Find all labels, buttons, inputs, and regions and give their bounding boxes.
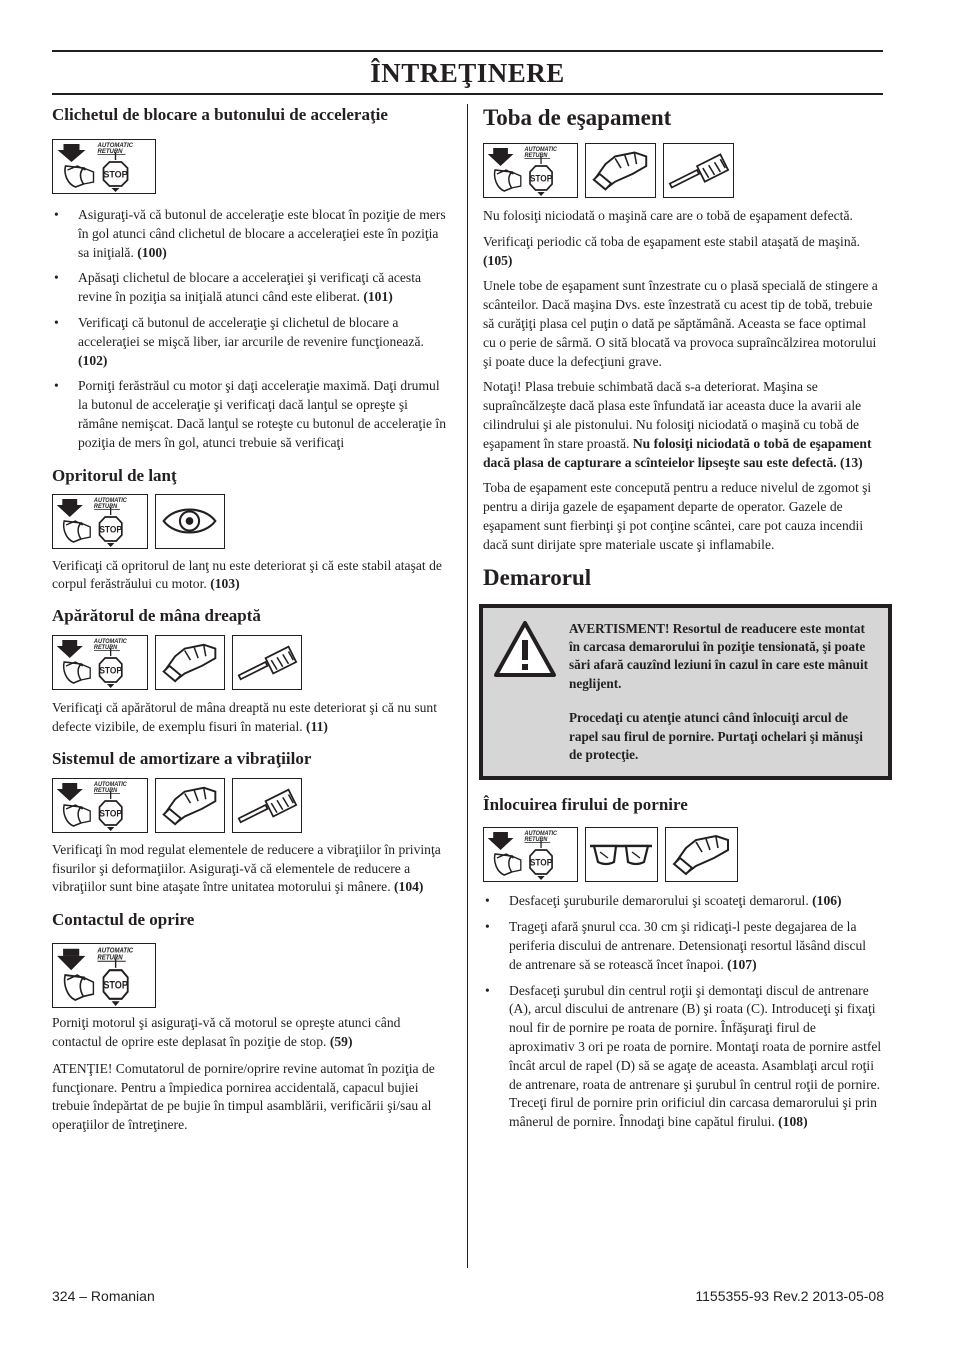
automatic-return-stop-icon xyxy=(52,494,148,549)
section-title-starter: Demarorul xyxy=(483,564,592,590)
list-item: • Desfaceţi şurubul din centrul roţii şi demontaţi discul de antrenare (A), arcul discului de antrenare (B) şi roata (C). Introduceţi şi fixaţi noul fir de pornire pe roata de pornire. Înfăşuraţi firul de aproximativ 3 ori pe roata de pornire. Montaţi roata de pornire astfel încât arcul de rapel (D) să se agaţe de aceasta. Asamblaţi arcul roţii de antrenare, roata de antrenare şi şurubul în centrul roţii de pornire. Treceţi firul de pornire prin orificiul din carcasa demarorului şi prin mânerul de pornire. Înnodaţi bine capătul firului. (108) xyxy=(483,982,882,1132)
automatic-return-stop-icon xyxy=(52,139,156,194)
glove-icon xyxy=(585,143,656,198)
list-item: • Desfaceţi şuruburile demarorului şi scoateţi demarorul. (106) xyxy=(483,892,882,911)
automatic-return-stop-icon xyxy=(52,778,148,833)
page-title: ÎNTREŢINERE xyxy=(370,58,565,88)
icon-row xyxy=(52,139,448,194)
icon-row xyxy=(52,494,448,549)
section-title-muffler: Toba de eşapament xyxy=(483,105,672,130)
section-title-anti-vibration: Sistemul de amortizare a vibraţiilor xyxy=(52,748,312,768)
glove-icon xyxy=(155,635,225,690)
muffler-text-5: Toba de eşapament este concepută pentru a reduce nivelul de zgomot şi pentru a dirija gazele de eşapament departe de operator. Gazele de eşapament sunt fierbinţi şi pot conţine scântei, care pot cauza incendii dacă sunt dirijate spre materiale uscate şi inflamabile. xyxy=(483,480,872,552)
throttle-checklist xyxy=(52,206,448,453)
chain-brake-text: Verificaţi că opritorul de lanţ nu este deteriorat şi că este stabil ataşat de corpul ferăstrăului cu motor. (103) xyxy=(52,557,442,592)
icon-row xyxy=(52,943,448,1008)
footer-page-number: 324 – Romanian xyxy=(52,1288,155,1304)
stop-switch-text: Porniţi motorul şi asiguraţi-vă că motorul se opreşte atunci când contactul de oprire este deplasat în poziţie de stop. (59) xyxy=(52,1015,401,1049)
glove-icon xyxy=(155,778,225,833)
automatic-return-stop-icon xyxy=(483,827,578,882)
warning-triangle-icon xyxy=(493,620,557,678)
section-title-starter-cord: Înlocuirea firului de pornire xyxy=(483,795,688,815)
right-hand-guard-text: Verificaţi că apărătorul de mâna dreaptă nu este deteriorat şi că nu sunt defecte vizibile, de exemplu fisuri în material. (11) xyxy=(52,700,437,734)
footer-doc-id: 1155355-93 Rev.2 2013-05-08 xyxy=(695,1288,884,1304)
glove-icon xyxy=(665,827,738,882)
section-title-throttle-lockout: Clichetul de blocare a butonului de acceleraţie xyxy=(52,105,388,124)
top-rule xyxy=(52,50,883,52)
section-title-right-hand-guard: Apărătorul de mâna dreaptă xyxy=(52,606,261,626)
brush-icon xyxy=(663,143,734,198)
brush-icon xyxy=(232,635,302,690)
automatic-return-stop-icon xyxy=(52,635,148,690)
eye-icon xyxy=(155,494,225,549)
warning-box xyxy=(479,604,892,781)
anti-vibration-text: Verificaţi în mod regulat elementele de reducere a vibraţiilor în privinţa fisurilor şi deformaţiilor. Asiguraţi-vă că elementele de reducere a vibraţiilor sunt bine ataşate între unitatea motorului şi mânere. (104) xyxy=(52,841,441,895)
list-item: • Apăsaţi clichetul de blocare a acceleraţiei şi verificaţi că acesta revine în poziţia sa iniţială atunci când este eliberat. (101) xyxy=(52,269,448,307)
icon-row xyxy=(52,635,448,690)
list-item: • Asiguraţi-vă că butonul de acceleraţie este blocat în poziţie de mers în gol atunci când clichetul de blocare a acceleraţiei este în poziţia sa iniţială. (100) xyxy=(52,206,448,262)
section-title-stop-switch: Contactul de oprire xyxy=(52,910,195,930)
warning-text-2: Procedaţi cu atenţie atunci când înlocuiţi arcul de rapel sau firul de pornire. Purtaţi ochelari şi mănuşi de protecţie. xyxy=(569,710,863,762)
column-divider xyxy=(467,104,468,1268)
muffler-text-2: Verificaţi periodic că toba de eşapament este stabil ataşată de maşină. (105) xyxy=(483,233,861,268)
left-column xyxy=(52,104,448,1135)
right-column xyxy=(483,104,882,1132)
icon-row xyxy=(483,143,882,198)
icon-row xyxy=(52,778,448,833)
automatic-return-stop-icon xyxy=(483,143,578,198)
section-title-chain-brake: Opritorul de lanţ xyxy=(52,465,177,485)
list-item: • Verificaţi că butonul de acceleraţie şi clichetul de blocare a acceleraţiei se mişcă liber, iar arcurile de revenire funcţionează. (102) xyxy=(52,314,448,370)
icon-row xyxy=(483,827,882,882)
starter-cord-steps xyxy=(483,892,882,1132)
stop-switch-warning-text: ATENŢIE! Comutatorul de pornire/oprire revine automat în poziţia de funcţionare. Pentru a împiedica pornirea accidentală, capacul bujiei trebuie îndepărtat de pe bujie în timpul asamblării, verificării şi/sau al operaţiilor de întreţinere. xyxy=(52,1060,435,1133)
muffler-text-4: Notaţi! Plasa trebuie schimbată dacă s-a deteriorat. Maşina se supraîncălzeşte dacă plasa este înfundată iar aceasta duce la avarii ale cilindrului şi ale pistonului. Nu folosiţi niciodată o maşină cu tobă de eşapament în stare proastă. Nu folosiţi niciodată o tobă de eşapament dacă plasa de capturare a scînteielor lipseşte sau este defectă. (13) xyxy=(483,379,872,470)
protective-glasses-icon xyxy=(585,827,658,882)
list-item: • Porniţi ferăstrăul cu motor şi daţi acceleraţie maximă. Daţi drumul la butonul de acceleraţie şi verificaţi dacă lanţul se opreşte şi rămâne nemişcat. Dacă lanţul se roteşte cu butonul de acceleraţie în poziţia de mers în gol, atunci trebuie să verificaţi xyxy=(52,377,448,452)
title-rule xyxy=(52,93,883,95)
list-item: • Trageţi afară şnurul cca. 30 cm şi ridicaţi-l peste degajarea de la periferia discului de antrenare. Detensionaţi resortul lăsând discul de antrenare să se rotească încet înapoi. (107) xyxy=(483,918,882,974)
automatic-return-stop-icon xyxy=(52,943,156,1008)
muffler-text-3: Unele tobe de eşapament sunt înzestrate cu o plasă specială de stingere a scânteilor. Dacă maşina Dvs. este înzestrată cu acest tip de tobă, trebuie să curăţiţi plasa cel puţin o dată pe săptămână. Aceasta se face optimal cu o perie de sârmă. O sită blocată va provoca supraîncălzirea motorului şi poate duce la defecţiuni grave. xyxy=(483,278,878,369)
warning-text-1: AVERTISMENT! Resortul de readucere este montat în carcasa demarorului în poziţie tensionată, şi poate sări afară cauzînd leziuni în cazul în care este mânuit neglijent. xyxy=(569,620,869,691)
muffler-text-1: Nu folosiţi niciodată o maşină care are o tobă de eşapament defectă. xyxy=(483,208,853,223)
brush-icon xyxy=(232,778,302,833)
